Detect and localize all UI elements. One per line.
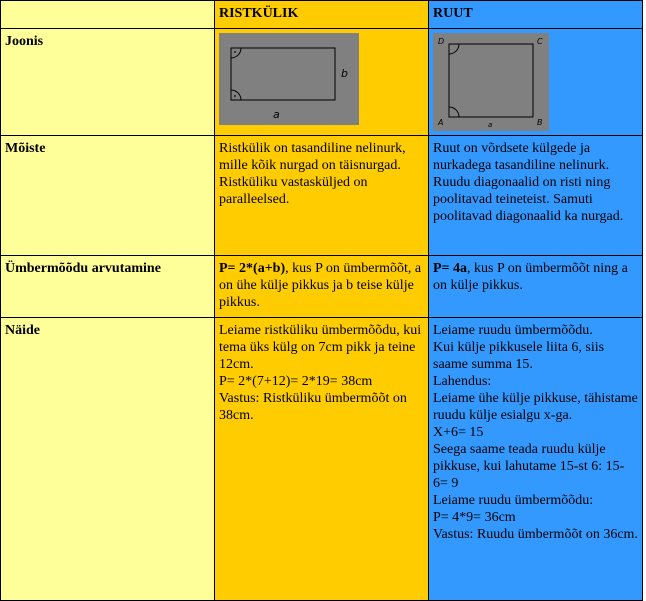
- square-example-cell: [429, 318, 643, 601]
- square-figure: [433, 33, 549, 131]
- definition-row: [1, 136, 643, 256]
- rectangle-perimeter-formula: P= 2*(a+b): [219, 261, 286, 276]
- vertex-d-label: D: [438, 37, 445, 46]
- example-label: Näide: [1, 318, 215, 601]
- square-perimeter-text: , kus P on ümbermõõt ning a on külje pikkus.: [433, 261, 628, 293]
- header-rectangle: RISTKÜLIK: [215, 1, 429, 29]
- rectangle-definition: Ristkülik on tasandiline nelinurk, mille kõik nurgad on täisnurgad. Ristküliku vastasküljed on paralleelsed.: [215, 136, 429, 256]
- rectangle-side-a-label: a: [273, 108, 280, 121]
- square-figure-background: [433, 33, 549, 131]
- right-angle-dot-top-left: [234, 51, 236, 53]
- square-example-line: X+6= 15: [433, 425, 484, 440]
- square-drawing-cell: [429, 29, 643, 136]
- rectangle-side-b-label: b: [341, 67, 348, 80]
- square-perimeter-cell: [429, 256, 643, 318]
- perimeter-row: [1, 256, 643, 318]
- rectangle-example-line: Vastus: Ristküliku ümbermõõt on 38cm.: [219, 391, 407, 423]
- right-angle-dot-bottom-left: [234, 95, 236, 97]
- square-example-line: Vastus: Ruudu ümbermõõt on 36cm.: [433, 527, 638, 542]
- rectangle-figure: [219, 33, 359, 125]
- square-example-line: Leiame ühe külje pikkuse, tähistame ruudu külje esialgu x-ga.: [433, 391, 638, 423]
- rectangle-example-line: Leiame ristküliku ümbermõõdu, kui tema üks külg on 7cm pikk ja teine 12cm.: [219, 323, 422, 372]
- rectangle-example-line: P= 2*(7+12)= 2*19= 38cm: [219, 374, 373, 389]
- drawing-label: Joonis: [1, 29, 215, 136]
- header-square: RUUT: [429, 1, 643, 29]
- vertex-b-label: B: [537, 118, 543, 127]
- square-example-line: Seega saame teada ruudu külje pikkuse, kui lahutame 15-st 6: 15-6= 9: [433, 442, 625, 491]
- square-example-line: P= 4*9= 36cm: [433, 510, 516, 525]
- square-example-line: Kui külje pikkusele liita 6, siis saame summa 15.: [433, 340, 605, 372]
- square-example-line: Leiame ruudu ümbermõõdu.: [433, 323, 593, 338]
- square-example-line: Lahendus:: [433, 374, 492, 389]
- square-side-a-label: a: [488, 121, 493, 129]
- rectangle-example-cell: [215, 318, 429, 601]
- square-perimeter-formula: P= 4a: [433, 261, 468, 276]
- rectangle-perimeter-cell: [215, 256, 429, 318]
- square-example-line: Leiame ruudu ümbermõõdu:: [433, 493, 594, 508]
- rectangle-drawing-cell: [215, 29, 429, 136]
- drawing-row: [1, 29, 643, 136]
- header-empty-cell: [1, 1, 215, 29]
- perimeter-label: Ümbermõõdu arvutamine: [1, 256, 215, 318]
- vertex-c-label: C: [537, 37, 543, 46]
- rectangle-figure-background: [219, 33, 359, 125]
- square-definition: Ruut on võrdsete külgede ja nurkadega tasandiline nelinurk. Ruudu diagonaalid on risti ning poolitavad teineteist. Samuti poolitavad diagonaalid ka nurgad.: [429, 136, 643, 256]
- example-row: [1, 318, 643, 601]
- vertex-a-label: A: [438, 118, 444, 127]
- header-row: [1, 1, 643, 29]
- definition-label: Mõiste: [1, 136, 215, 256]
- rectangle-perimeter-text: , kus P on ümbermõõt, a on ühe külje pikkus ja b teise külje pikkus.: [219, 261, 422, 310]
